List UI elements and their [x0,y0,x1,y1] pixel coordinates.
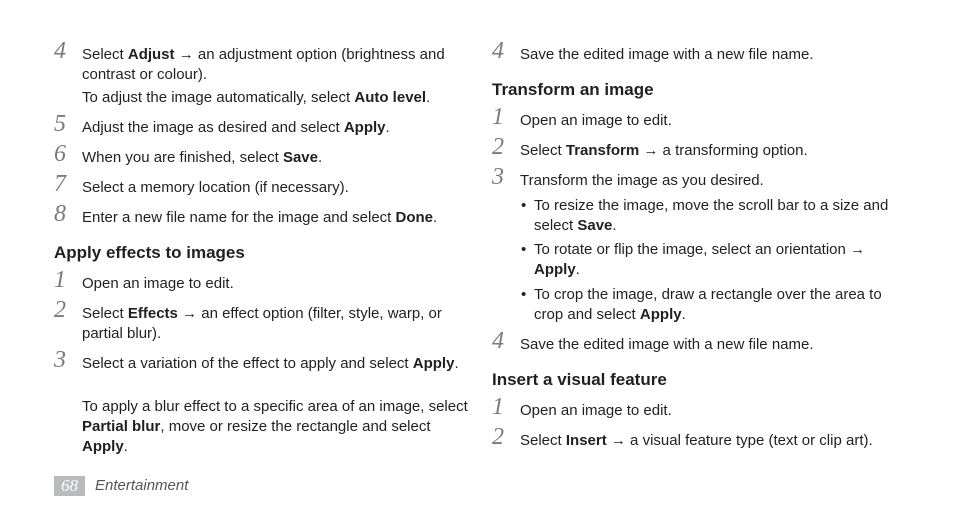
section-heading-insert: Insert a visual feature [492,370,667,389]
step-text: Adjust the image as desired and select Apply. [82,119,390,136]
bullet-dot: • [521,197,527,214]
section-heading-transform: Transform an image [492,80,654,99]
step-number: 2 [492,134,504,160]
step-number: 4 [54,38,66,64]
step-text: Enter a new file name for the image and select Done. [82,209,438,226]
bullet-text: To crop the image, draw a rectangle over the area to crop and select Apply. [534,286,882,323]
step-text: Select Adjust → an adjustment option (brightness and contrast or colour). [82,46,445,83]
step-text: Save the edited image with a new file name. [520,46,814,63]
section-heading-effects: Apply effects to images [54,243,245,262]
step-text: Select a variation of the effect to apply and select Apply. [82,355,459,372]
step-number: 8 [54,201,66,227]
step-text: Open an image to edit. [82,275,234,292]
step-number: 7 [54,171,66,197]
step-text: Save the edited image with a new file name. [520,336,814,353]
step-text: When you are finished, select Save. [82,149,323,166]
step-number: 1 [492,104,504,130]
step-number: 1 [492,394,504,420]
step-number: 4 [492,328,504,354]
step-number: 3 [54,347,66,373]
step-note-blur: To apply a blur effect to a specific area of an image, select Partial blur, move or resize the rectangle and select Apply. [82,398,468,455]
step-text: Select Transform → a transforming option. [520,142,808,159]
step-number: 4 [492,38,504,64]
bullet-text: To rotate or flip the image, select an orientation → Apply. [534,241,866,278]
bullet-dot: • [521,286,527,303]
step-number: 3 [492,164,504,190]
step-number: 1 [54,267,66,293]
bullet-dot: • [521,241,527,258]
step-text: Open an image to edit. [520,402,672,419]
step-text: Open an image to edit. [520,112,672,129]
step-text: Select Insert → a visual feature type (text or clip art). [520,432,873,449]
step-number: 5 [54,111,66,137]
step-text: Transform the image as you desired. [520,172,764,189]
bullet-text: To resize the image, move the scroll bar to a size and select Save. [534,197,889,234]
step-number: 2 [54,297,66,323]
step-number: 2 [492,424,504,450]
section-name: Entertainment [95,477,189,494]
step-text: Select a memory location (if necessary). [82,179,349,196]
step-note-auto-level: To adjust the image automatically, select Auto level. [82,89,431,106]
page-number: 68 [54,476,85,496]
step-number: 6 [54,141,66,167]
step-text: Select Effects → an effect option (filter, style, warp, or partial blur). [82,305,442,342]
